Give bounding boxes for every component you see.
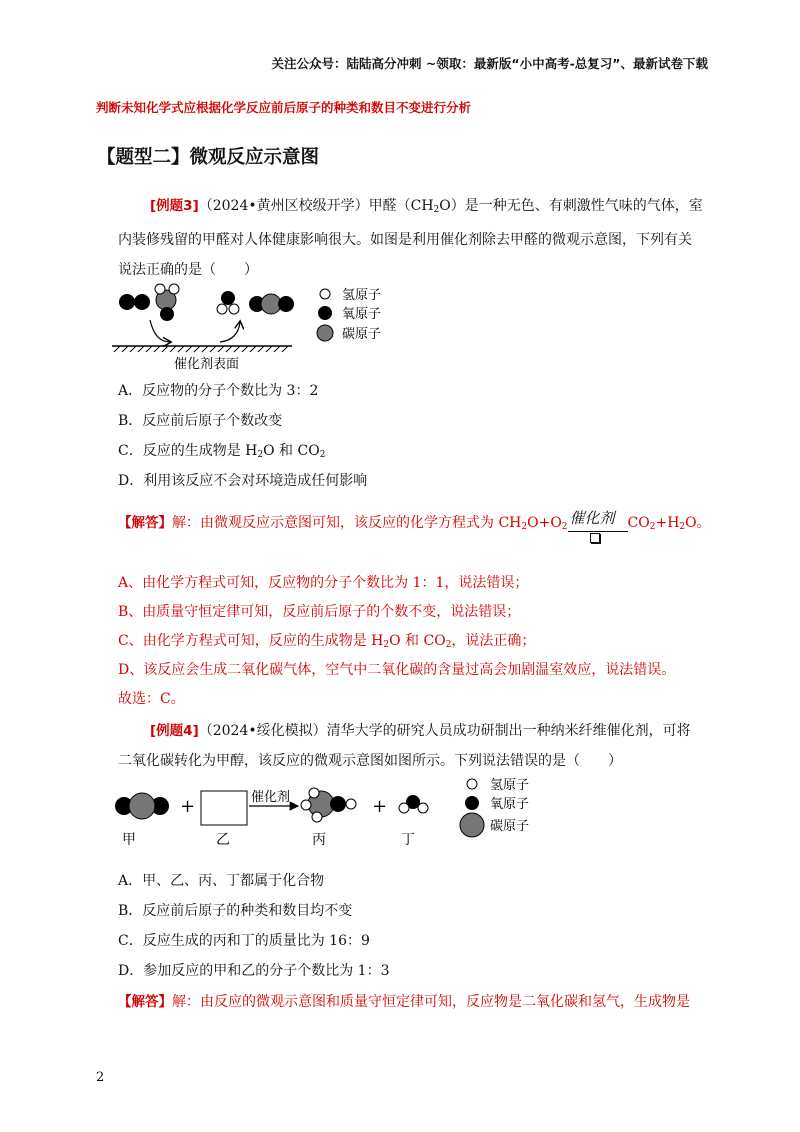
legend-carbon: 碳原子 — [342, 327, 382, 342]
carbon-legend-icon — [460, 813, 484, 837]
example3-answer: 【解答】解：由微观反应示意图可知，该反应的化学方程式为 $CH_2O+O_2$ 催化剂 $CO_2+H_2O$。 — [118, 511, 711, 532]
page-number: 2 — [96, 1070, 105, 1085]
oxygen-atom — [160, 307, 174, 321]
hint-text: 判断未知化学式应根据化学反应前后原子的种类和数目不变进行分析 — [96, 100, 472, 115]
oxygen-legend-icon — [465, 796, 479, 810]
legend-carbon: 碳原子 — [490, 819, 530, 834]
example4-answer: 【解答】解：由反应的微观示意图和质量守恒定律可知，反应物是二氧化碳和氢气，生成物是 — [118, 994, 690, 1010]
example3-conclusion: 故选：C。 — [118, 691, 185, 707]
section-title: 【题型二】微观反应示意图 — [97, 147, 320, 168]
page-header: 关注公众号：陆陆高分冲刺 ~领取：最新版“小中高考-总复习”、最新试卷下载 — [271, 56, 708, 71]
hydrogen-atom — [229, 304, 239, 314]
triangle-placeholder-icon — [590, 533, 600, 543]
legend-hydrogen: 氢原子 — [342, 288, 382, 303]
oxygen-atom — [119, 294, 135, 310]
example4-stem-line2: 二氧化碳转化为甲醇，该反应的微观示意图如图所示。下列说法错误的是（ ） — [118, 753, 622, 769]
oxygen-atom — [330, 796, 346, 812]
hydrogen-atom — [217, 304, 227, 314]
hydrogen-atom — [169, 284, 179, 294]
example4-diagram — [110, 772, 570, 854]
label-bing: 丙 — [312, 832, 326, 848]
example3-stem: [例题3]（2024•黄州区校级开学）甲醛$(CH_2O)$是一种无色、有刺激性气味的气体，室内装修残留的甲醛对人体健康影响很大。如图是利用催化剂除去甲醛的微观示意图，下列有关说法正确的是（ ） — [118, 198, 703, 278]
legend-oxygen: 氧原子 — [490, 797, 530, 812]
hydrogen-atom — [399, 803, 409, 813]
example4-option-b: B．反应前后原子的种类和数目均不变 — [118, 903, 353, 919]
catalyst-label: 催化剂 — [251, 790, 291, 805]
example4-tag: [例题4] — [150, 723, 199, 739]
example3-analysis-d: D、该反应会生成二氧化碳气体，空气中二氧化碳的含量过高会加剧温室效应，说法错误。 — [118, 662, 676, 678]
example3-diagram — [110, 280, 410, 380]
blank-box — [201, 791, 247, 825]
carbon-atom — [129, 793, 155, 819]
oxygen-atom — [134, 294, 150, 310]
oxygen-atom — [278, 296, 294, 312]
label-yi: 乙 — [216, 832, 230, 848]
hydrogen-atom — [312, 812, 322, 822]
example3-analysis-a: A、由化学方程式可知，反应物的分子个数比为 1：1，说法错误； — [118, 575, 529, 591]
label-ding: 丁 — [401, 832, 415, 848]
oxygen-atom — [221, 291, 235, 305]
example3-analysis-b: B、由质量守恒定律可知，反应前后原子的个数不变，说法错误； — [118, 604, 521, 620]
up-arrow-icon — [220, 322, 240, 342]
hydrogen-atom — [301, 800, 311, 810]
example3-analysis-c: C、由化学方程式可知，反应的生成物是 $H_2O$ 和 $CO_2$，说法正确； — [118, 633, 536, 650]
example3-option-c: C．反应的生成物是 $H_2O$ 和 $CO_2$ — [118, 443, 326, 460]
hydrogen-atom — [346, 799, 356, 809]
hydrogen-atom — [418, 803, 428, 813]
down-arrow-icon — [150, 320, 170, 342]
surface-hatching — [114, 346, 288, 352]
surface-label: 催化剂表面 — [174, 357, 240, 372]
example4-option-c: C．反应生成的丙和丁的质量比为 16：9 — [118, 933, 370, 949]
example3-tag: [例题3] — [150, 198, 199, 214]
hydrogen-atom — [155, 284, 165, 294]
example4-stem-line1: [例题4]（2024•绥化模拟）清华大学的研究人员成功研制出一种纳米纤维催化剂，可将 — [150, 723, 691, 739]
hydrogen-legend-icon — [467, 779, 477, 789]
catalyst-condition: 催化剂 — [568, 516, 628, 530]
plus-sign: + — [372, 796, 388, 817]
legend-oxygen: 氧原子 — [342, 307, 382, 322]
carbon-legend-icon — [317, 325, 333, 341]
label-jia: 甲 — [122, 832, 136, 848]
legend-hydrogen: 氢原子 — [490, 778, 530, 793]
example4-option-d: D．参加反应的甲和乙的分子个数比为 1：3 — [118, 963, 390, 979]
example3-option-a: A．反应物的分子个数比为 3：2 — [118, 383, 319, 399]
oxygen-legend-icon — [318, 306, 332, 320]
example3-option-b: B．反应前后原子个数改变 — [118, 413, 283, 429]
example4-option-a: A．甲、乙、丙、丁都属于化合物 — [118, 873, 325, 889]
hydrogen-atom — [309, 788, 319, 798]
hydrogen-legend-icon — [320, 289, 330, 299]
example3-option-d: D．利用该反应不会对环境造成任何影响 — [118, 473, 368, 489]
plus-sign: + — [180, 796, 196, 817]
